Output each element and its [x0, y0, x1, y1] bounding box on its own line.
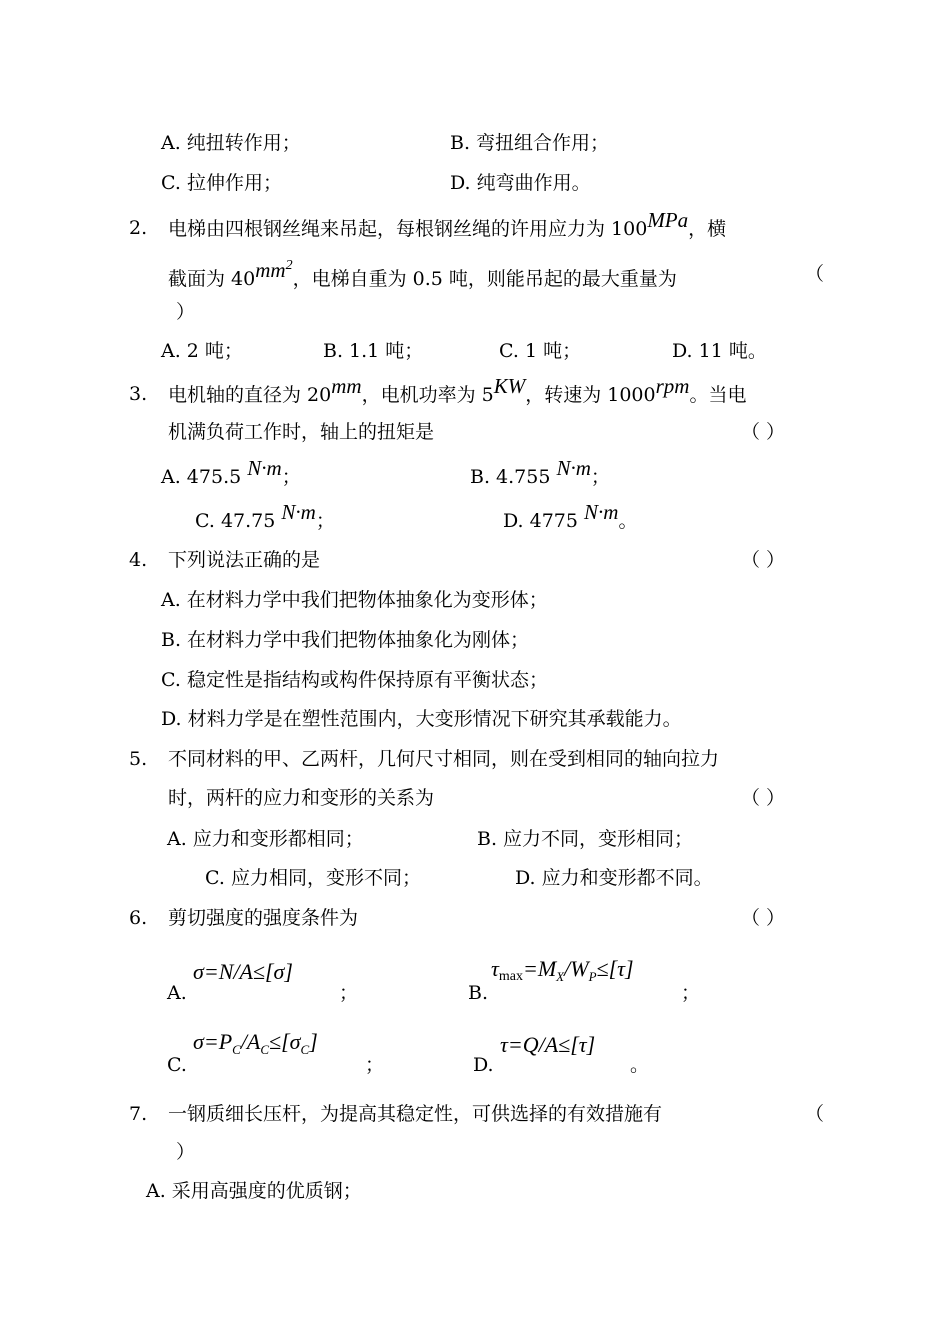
q6-formula-a: σ=N/A≤[σ]: [193, 959, 293, 984]
q5-option-c: C. 应力相同，变形不同；: [205, 867, 421, 889]
q2-paren-close: ）: [176, 301, 196, 323]
unit-mpa: MPa: [647, 208, 689, 232]
q3-stem-line2: 机满负荷工作时，轴上的扭矩是: [168, 421, 435, 443]
q6-semi-c: ；: [365, 1054, 385, 1076]
q2-option-a: A. 2 吨；: [161, 340, 243, 362]
q2-number: 2.: [129, 217, 148, 239]
q5-number: 5.: [129, 748, 148, 770]
q6-answer-paren: （ ）: [741, 907, 786, 929]
q6-label-d: D.: [473, 1054, 494, 1076]
q4-option-c: C. 稳定性是指结构或构件保持原有平衡状态；: [161, 669, 548, 691]
q5-answer-paren: （ ）: [741, 787, 786, 809]
q7-paren-close: ）: [176, 1141, 196, 1163]
q6-stem: 剪切强度的强度条件为: [168, 907, 359, 929]
q7-option-a: A. 采用高强度的优质钢；: [146, 1180, 362, 1202]
unit-mm: mm: [331, 374, 362, 398]
q1-option-c: C. 拉伸作用；: [161, 172, 282, 194]
unit-nm: N·m: [556, 456, 591, 480]
q5-option-d: D. 应力和变形都不同。: [515, 867, 713, 889]
q4-stem: 下列说法正确的是: [168, 549, 321, 571]
q5-stem-line1: 不同材料的甲、乙两杆，几何尺寸相同，则在受到相同的轴向拉力: [168, 748, 720, 770]
q6-semi-a: ；: [339, 982, 359, 1004]
q2-stem-line2: 截面为 $40mm^2$，电梯自重为 0.5 吨，则能吊起的最大重量为: [168, 258, 677, 290]
q7-number: 7.: [129, 1103, 148, 1125]
q4-option-a: A. 在材料力学中我们把物体抽象化为变形体；: [161, 589, 548, 611]
unit-rpm: rpm: [655, 374, 690, 398]
q3-option-d: D. 4775 N·m。: [503, 500, 638, 532]
q4-number: 4.: [129, 549, 148, 571]
q3-option-b: B. 4.755 N·m；: [470, 456, 610, 488]
unit-nm: N·m: [281, 500, 316, 524]
q1-option-d: D. 纯弯曲作用。: [450, 172, 591, 194]
q6-label-a: A.: [167, 982, 187, 1004]
q5-option-a: A. 应力和变形都相同；: [167, 828, 364, 850]
q6-formula-d: τ=Q/A≤[τ]: [500, 1032, 596, 1057]
q2-option-d: D. 11 吨。: [672, 340, 767, 362]
unit-nm: N·m: [247, 456, 282, 480]
q7-stem: 一钢质细长压杆，为提高其稳定性，可供选择的有效措施有: [168, 1103, 663, 1125]
q6-label-b: B.: [468, 982, 489, 1004]
q6-formula-c: $\sigma=P_C/A_C\le[\sigma_C]$: [193, 1029, 318, 1057]
q2-paren-open: （: [805, 263, 825, 285]
q4-option-b: B. 在材料力学中我们把物体抽象化为刚体；: [161, 629, 530, 651]
unit-nm: N·m: [584, 500, 619, 524]
q7-paren-open: （: [805, 1103, 825, 1125]
q6-number: 6.: [129, 907, 148, 929]
unit-mm2: $mm^2$: [255, 258, 293, 282]
q4-answer-paren: （ ）: [741, 549, 786, 571]
q3-answer-paren: （ ）: [741, 421, 786, 443]
q2-option-b: B. 1.1 吨；: [323, 340, 424, 362]
q6-label-c: C.: [167, 1054, 187, 1076]
q5-option-b: B. 应力不同，变形相同；: [477, 828, 694, 850]
q2-stem-line1: 电梯由四根钢丝绳来吊起，每根钢丝绳的许用应力为 100MPa，横: [168, 208, 727, 240]
unit-kw: KW: [493, 374, 526, 398]
q3-option-c: C. 47.75 N·m；: [195, 500, 335, 532]
q6-semi-b: ；: [681, 982, 701, 1004]
q5-stem-line2: 时，两杆的应力和变形的关系为: [168, 787, 435, 809]
q4-option-d: D. 材料力学是在塑性范围内，大变形情况下研究其承载能力。: [161, 708, 682, 730]
q6-period-d: 。: [630, 1054, 650, 1076]
q3-stem-line1: 电机轴的直径为 20mm，电机功率为 5KW，转速为 1000rpm。当电: [168, 374, 747, 406]
q3-number: 3.: [129, 383, 148, 405]
q1-option-a: A. 纯扭转作用；: [161, 132, 301, 154]
q2-option-c: C. 1 吨；: [499, 340, 582, 362]
q3-option-a: A. 475.5 N·m；: [161, 456, 301, 488]
q1-option-b: B. 弯扭组合作用；: [450, 132, 610, 154]
q6-formula-b: $\tau\max=M_X/W_P\le[\tau]$: [491, 956, 634, 984]
